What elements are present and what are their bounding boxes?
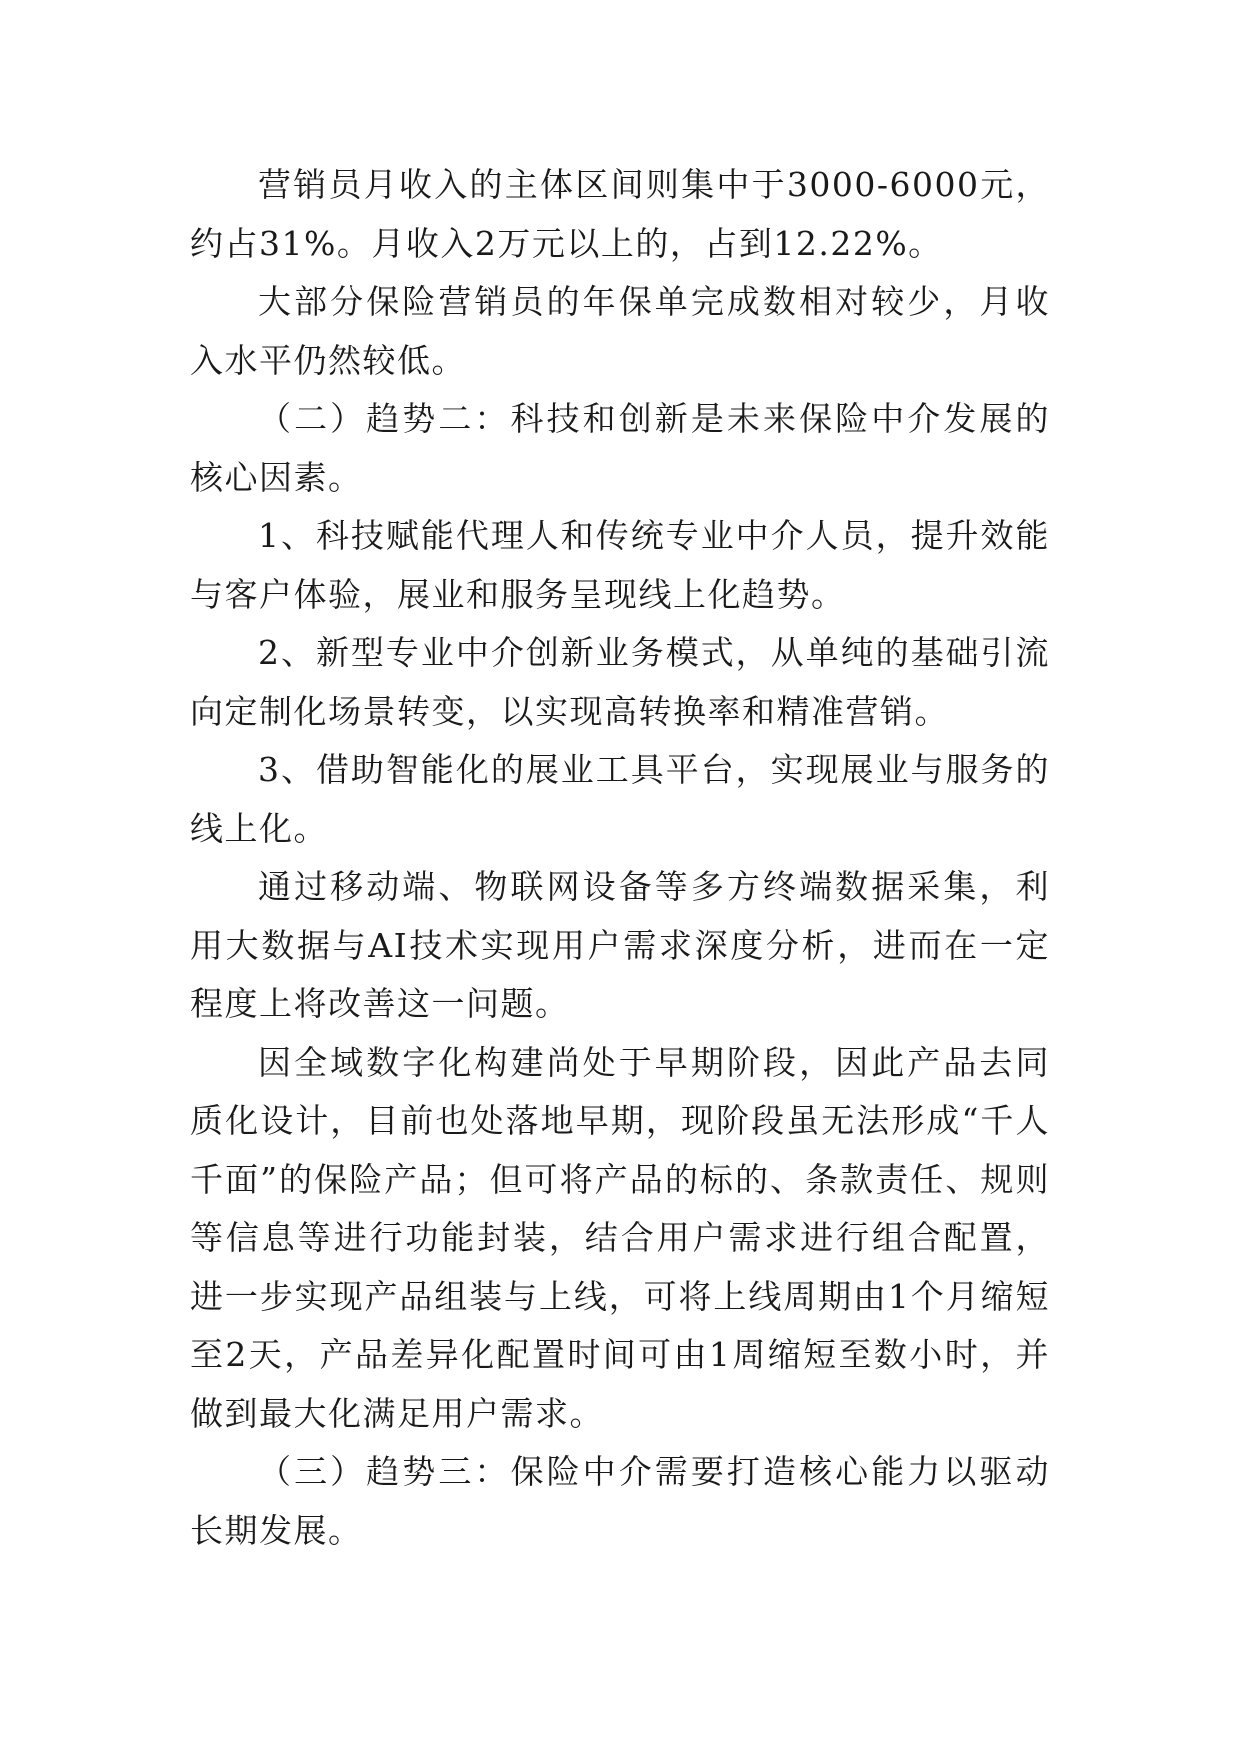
document-body <box>190 156 1050 1560</box>
heading-trend-two: （二）趋势二：科技和创新是未来保险中介发展的核心因素。 <box>190 399 1050 497</box>
paragraph-data-collection: 通过移动端、物联网设备等多方终端数据采集，利用大数据与AI技术实现用户需求深度分析，进而在一定程度上将改善这一问题。 <box>190 867 1050 1023</box>
paragraph-income-range: 营销员月收入的主体区间则集中于3000-6000元，约占31%。月收入2万元以上的，占到12.22%。 <box>190 165 1050 263</box>
paragraph-item-2: 2、新型专业中介创新业务模式，从单纯的基础引流向定制化场景转变，以实现高转换率和精准营销。 <box>190 633 1050 731</box>
paragraph-item-1: 1、科技赋能代理人和传统专业中介人员，提升效能与客户体验，展业和服务呈现线上化趋势。 <box>190 516 1050 614</box>
paragraph-item-3: 3、借助智能化的展业工具平台，实现展业与服务的线上化。 <box>190 750 1050 848</box>
paragraph-digitalization: 因全域数字化构建尚处于早期阶段，因此产品去同质化设计，目前也处落地早期，现阶段虽无法形成“千人千面”的保险产品；但可将产品的标的、条款责任、规则等信息等进行功能封装，结合用户需求进行组合配置，进一步实现产品组装与上线，可将上线周期由1个月缩短至2天，产品差异化配置时间可由1周缩短至数小时，并做到最大化满足用户需求。 <box>190 1042 1050 1433</box>
paragraph-policy-completion: 大部分保险营销员的年保单完成数相对较少，月收入水平仍然较低。 <box>190 282 1050 380</box>
heading-trend-three: （三）趋势三：保险中介需要打造核心能力以驱动长期发展。 <box>190 1452 1050 1550</box>
